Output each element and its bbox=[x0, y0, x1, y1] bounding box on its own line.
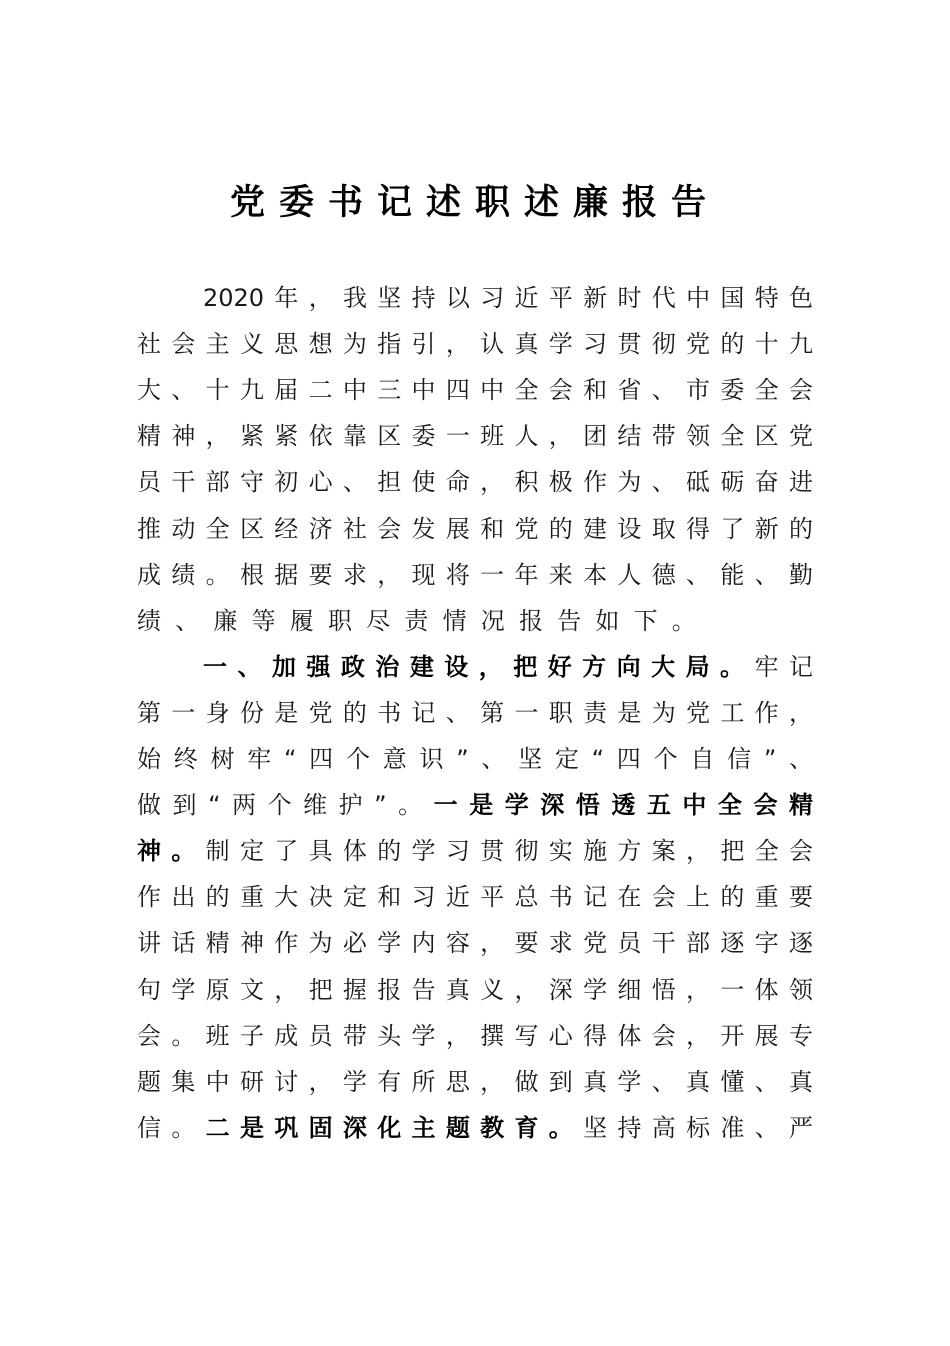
body-line bbox=[137, 828, 813, 874]
body-line bbox=[137, 413, 813, 459]
body-text-segment: 坚持高标准、严 bbox=[583, 1113, 814, 1142]
body-text-segment: 讲话精神作为必学内容，要求党员干部逐字逐 bbox=[137, 929, 813, 958]
body-line bbox=[137, 967, 813, 1013]
body-text-segment: 第一身份是党的书记、第一职责是为党工作， bbox=[137, 698, 813, 727]
body-text-segment: 社会主义思想为指引，认真学习贯彻党的十九 bbox=[137, 330, 813, 359]
body-text-segment: 制定了具体的学习贯彻实施方案，把全会 bbox=[205, 837, 814, 866]
body-text-segment: 会。班子成员带头学，撰写心得体会，开展专 bbox=[137, 1021, 813, 1050]
body-text-segment: 精神，紧紧依靠区委一班人，团结带领全区党 bbox=[137, 422, 813, 451]
body-line bbox=[137, 552, 813, 598]
body-text-segment: 信。 bbox=[137, 1113, 206, 1142]
body-text-segment: 题集中研讨，学有所思，做到真学、真懂、真 bbox=[137, 1067, 813, 1096]
body-line bbox=[137, 506, 813, 552]
body-line bbox=[137, 874, 813, 920]
bold-heading-text: 一、加强政治建设，把好方向大局。 bbox=[203, 652, 755, 681]
body-line bbox=[137, 736, 813, 782]
bold-heading-text: 神。 bbox=[137, 837, 206, 866]
body-line bbox=[203, 644, 813, 690]
body-text-segment: 2020年，我坚持以习近平新时代中国特色 bbox=[203, 284, 813, 312]
body-line bbox=[203, 275, 813, 321]
body-line bbox=[137, 920, 813, 966]
body-line bbox=[137, 1013, 813, 1059]
bold-heading-text: 一是学深悟透五中全会精 bbox=[433, 791, 814, 820]
body-line bbox=[137, 782, 813, 828]
body-line bbox=[137, 1059, 813, 1105]
body-text-segment: 绩、廉等履职尽责情况报告如下。 bbox=[137, 606, 710, 635]
body-text-segment: 句学原文，把握报告真义，深学细悟，一体领 bbox=[137, 975, 813, 1004]
body-line bbox=[137, 690, 813, 736]
body-line bbox=[137, 459, 813, 505]
body-text-segment: 大、十九届二中三中四中全会和省、市委全会 bbox=[137, 376, 813, 405]
body-text-segment: 推动全区经济社会发展和党的建设取得了新的 bbox=[137, 514, 813, 543]
document-title: 党委书记述职述廉报告 bbox=[229, 182, 720, 223]
body-text-segment: 员干部守初心、担使命，积极作为、砥砺奋进 bbox=[137, 468, 813, 497]
body-line bbox=[137, 1105, 813, 1151]
body-line bbox=[137, 321, 813, 367]
body-text-segment: 成绩。根据要求，现将一年来本人德、能、勤 bbox=[137, 560, 813, 589]
body-text-segment: 始终树牢“四个意识”、坚定“四个自信”、 bbox=[137, 745, 813, 773]
body-text-segment: 作出的重大决定和习近平总书记在会上的重要 bbox=[137, 883, 813, 912]
body-line bbox=[137, 598, 813, 644]
body-text-segment: 牢记 bbox=[754, 652, 814, 681]
bold-heading-text: 二是巩固深化主题教育。 bbox=[205, 1113, 584, 1142]
body-line bbox=[137, 367, 813, 413]
body-text-segment: 做到“两个维护”。 bbox=[137, 791, 434, 820]
